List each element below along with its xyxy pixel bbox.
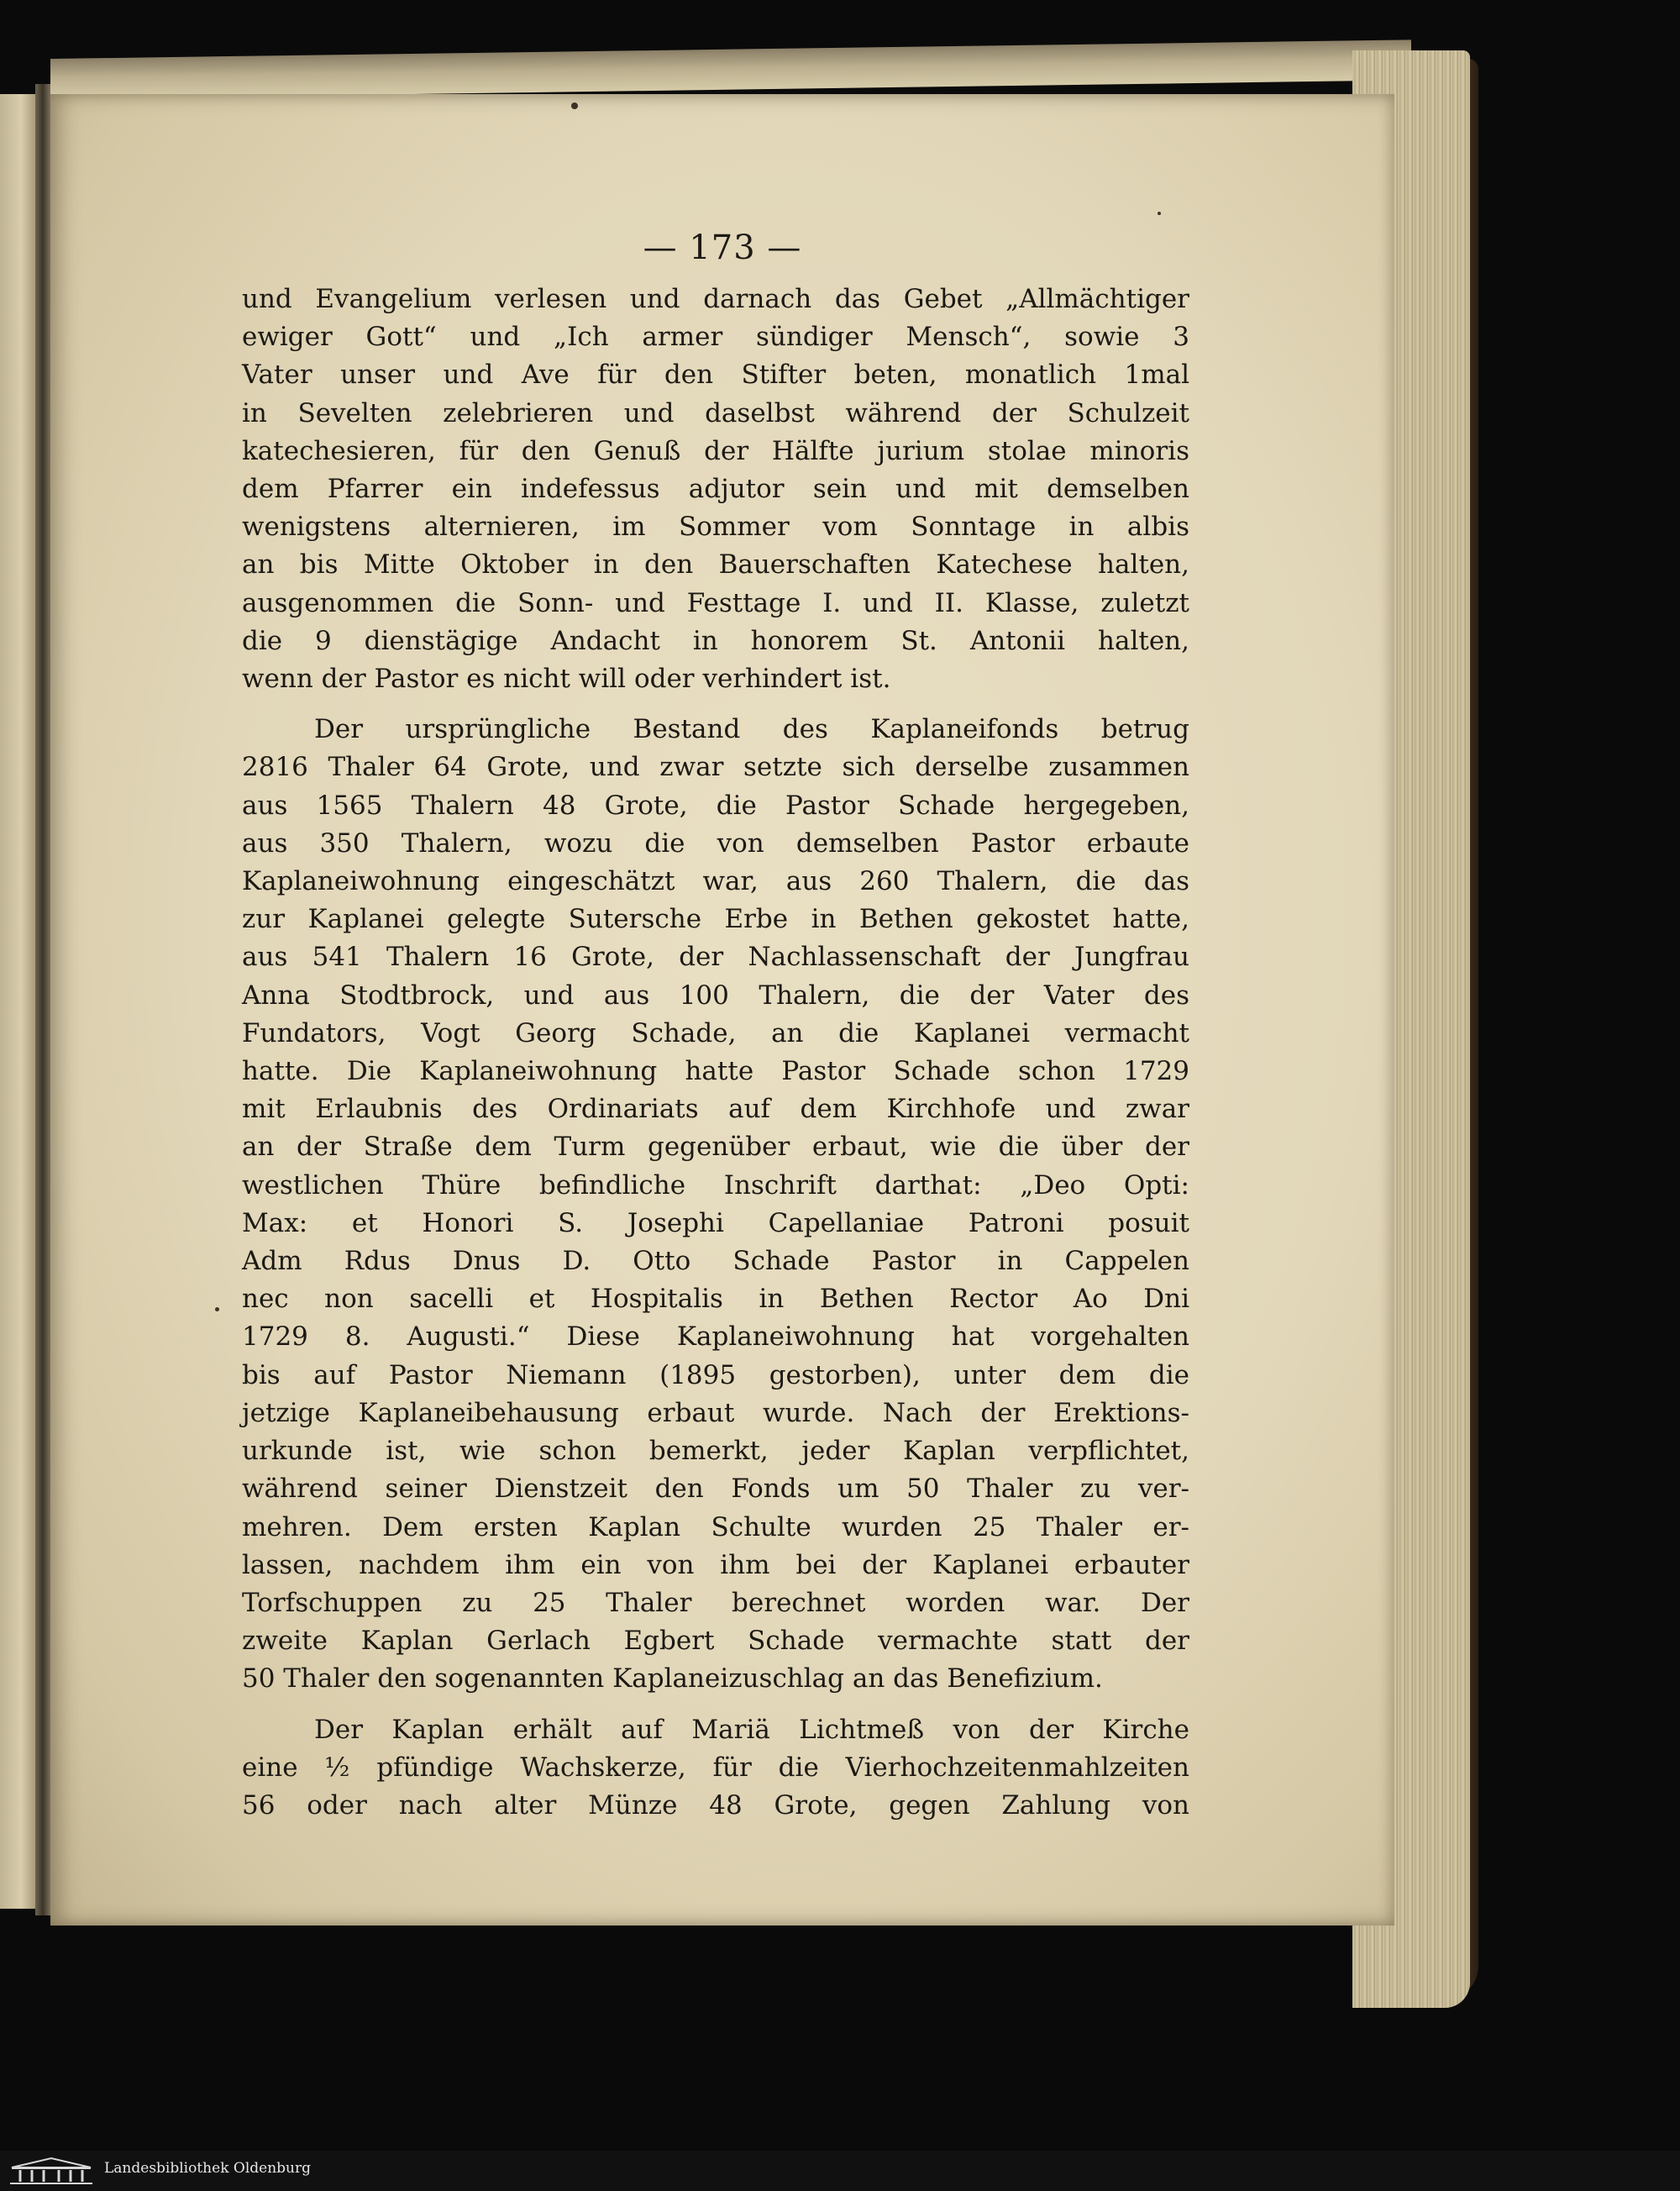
text-line: jetzige Kaplaneibehausung erbaut wurde. Nach der Erektions- [242, 1397, 1189, 1428]
library-footer [0, 2151, 1680, 2191]
text-line: zweite Kaplan Gerlach Egbert Schade vermachte statt der [242, 1626, 1189, 1657]
text-line: 56 oder nach alter Münze 48 Grote, gegen Zahlung von [242, 1789, 1189, 1821]
text-line: katechesieren, für den Genuß der Hälfte jurium stolae minoris [242, 435, 1189, 466]
text-line: in Sevelten zelebrieren und daselbst während der Schulzeit [242, 397, 1189, 428]
paper-speck [215, 1307, 219, 1311]
text-line: Adm Rdus Dnus D. Otto Schade Pastor in Cappelen [242, 1246, 1189, 1277]
page-number: — 173 — [643, 229, 802, 267]
text-line: ausgenommen die Sonn- und Festtage I. und II. Klasse, zuletzt [242, 587, 1189, 618]
text-line: mehren. Dem ersten Kaplan Schulte wurden 25 Thaler er- [242, 1511, 1189, 1542]
text-line: und Evangelium verlesen und darnach das Gebet „Allmächtiger [242, 284, 1189, 314]
text-line: 1729 8. Augusti.“ Diese Kaplaneiwohnung hat vorgehalten [242, 1321, 1189, 1353]
facing-page-edge [0, 94, 35, 1909]
library-logo-icon [7, 2156, 96, 2186]
text-line: Kaplaneiwohnung eingeschätzt war, aus 260 Thalern, die das [242, 866, 1189, 897]
text-line: wenn der Pastor es nicht will oder verhindert ist. [242, 664, 891, 695]
text-line: nec non sacelli et Hospitalis in Bethen Rector Ao Dni [242, 1284, 1189, 1315]
text-line: Max: et Honori S. Josephi Capellaniae Patroni posuit [242, 1207, 1189, 1238]
text-line: aus 541 Thalern 16 Grote, der Nachlassenschaft der Jungfrau [242, 942, 1189, 973]
text-line: hatte. Die Kaplaneiwohnung hatte Pastor Schade schon 1729 [242, 1056, 1189, 1087]
paragraph-2 [242, 711, 1189, 1698]
text-line: an bis Mitte Oktober in den Bauerschaften Katechese halten, [242, 549, 1189, 581]
text-line: urkunde ist, wie schon bemerkt, jeder Kaplan verpflichtet, [242, 1436, 1189, 1467]
text-line: mit Erlaubnis des Ordinariats auf dem Kirchhofe und zwar [242, 1094, 1189, 1125]
body-text [242, 281, 1189, 1825]
text-line: eine ½ pfündige Wachskerze, für die Vierhochzeitenmahlzeiten [242, 1752, 1189, 1783]
paper-speck [1158, 212, 1161, 215]
text-line: Torfschuppen zu 25 Thaler berechnet worden war. Der [242, 1587, 1189, 1618]
text-line: wenigstens alternieren, im Sommer vom Sonntage in albis [242, 512, 1189, 543]
text-line: dem Pfarrer ein indefessus adjutor sein und mit demselben [242, 474, 1189, 505]
text-line: ewiger Gott“ und „Ich armer sündiger Mensch“, sowie 3 [242, 322, 1189, 353]
text-line: 2816 Thaler 64 Grote, und zwar setzte sich derselbe zusammen [242, 752, 1189, 783]
text-line: 50 Thaler den sogenannten Kaplaneizuschlag an das Benefizium. [242, 1663, 1103, 1694]
text-line: aus 350 Thalern, wozu die von demselben Pastor erbaute [242, 828, 1189, 859]
text-line: westlichen Thüre befindliche Inschrift darthat: „Deo Opti: [242, 1169, 1189, 1201]
library-name: Landesbibliothek Oldenburg [104, 2160, 312, 2177]
paper-speck [571, 102, 578, 109]
page-top-edge [50, 39, 1411, 99]
text-line: die 9 dienstägige Andacht in honorem St. Antonii halten, [242, 625, 1189, 656]
text-line: während seiner Dienstzeit den Fonds um 50 Thaler zu ver- [242, 1474, 1189, 1505]
text-line: bis auf Pastor Niemann (1895 gestorben), unter dem die [242, 1359, 1189, 1390]
text-line: an der Straße dem Turm gegenüber erbaut, wie die über der [242, 1132, 1189, 1163]
text-line: Anna Stodtbrock, und aus 100 Thalern, die der Vater des [242, 980, 1189, 1011]
text-line: Der ursprüngliche Bestand des Kaplaneifonds betrug [314, 714, 1189, 745]
book-gutter [35, 84, 50, 1915]
text-line: aus 1565 Thalern 48 Grote, die Pastor Schade hergegeben, [242, 790, 1189, 821]
text-line: Fundators, Vogt Georg Schade, an die Kaplanei vermacht [242, 1017, 1189, 1048]
text-line: lassen, nachdem ihm ein von ihm bei der Kaplanei erbauter [242, 1549, 1189, 1580]
paragraph-1 [242, 281, 1189, 698]
text-line: Vater unser und Ave für den Stifter beten, monatlich 1mal [242, 360, 1189, 391]
text-line: Der Kaplan erhält auf Mariä Lichtmeß von der Kirche [314, 1714, 1189, 1745]
paragraph-3 [242, 1711, 1189, 1826]
text-line: zur Kaplanei gelegte Sutersche Erbe in Bethen gekostet hatte, [242, 904, 1189, 935]
book-page [50, 94, 1394, 1926]
